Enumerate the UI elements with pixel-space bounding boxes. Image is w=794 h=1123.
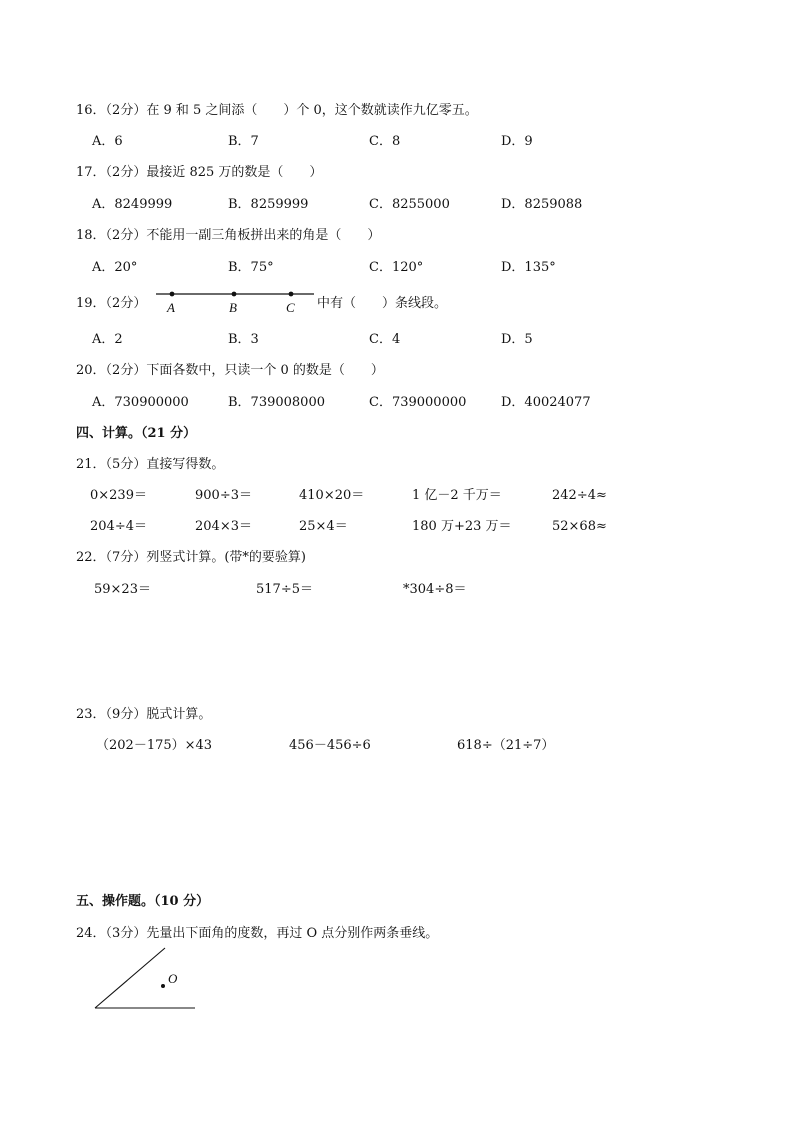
q19-prefix: 19．（2分） xyxy=(76,296,147,311)
q23-item: 456－456÷6 xyxy=(289,738,371,753)
angle-figure xyxy=(90,945,200,1015)
q22-item: *304÷8＝ xyxy=(403,582,467,597)
q19-option-b[interactable]: B．3 xyxy=(228,332,259,347)
q19-option-a[interactable]: A．2 xyxy=(92,332,123,347)
q23-stem: 23．（9分）脱式计算。 xyxy=(76,707,212,722)
angle-slant-ray xyxy=(95,948,165,1008)
q18-option-b[interactable]: B．75° xyxy=(228,260,274,275)
q19-option-d[interactable]: D．5 xyxy=(501,332,533,347)
point-c-dot xyxy=(289,292,294,297)
point-a-label: A xyxy=(167,300,175,315)
q21-item: 204×3＝ xyxy=(195,519,252,534)
q21-item: 52×68≈ xyxy=(552,519,607,534)
line-segment-figure xyxy=(152,288,318,316)
section-4-heading: 四、计算。（21 分） xyxy=(76,426,197,441)
q16-stem: 16．（2分）在 9 和 5 之间添（ ）个 0，这个数就读作九亿零五。 xyxy=(76,103,478,118)
point-o-label: O xyxy=(168,971,178,986)
point-a-dot xyxy=(170,292,175,297)
q21-item: 900÷3＝ xyxy=(195,488,252,503)
point-b-label: B xyxy=(229,300,237,315)
q20-option-c[interactable]: C．739000000 xyxy=(369,395,467,410)
q21-stem: 21．（5分）直接写得数。 xyxy=(76,457,225,472)
q19-option-c[interactable]: C．4 xyxy=(369,332,401,347)
q21-item: 25×4＝ xyxy=(299,519,348,534)
q21-item: 0×239＝ xyxy=(90,488,147,503)
q21-item: 1 亿－2 千万＝ xyxy=(412,488,502,503)
q17-option-a[interactable]: A．8249999 xyxy=(92,197,173,212)
point-o-dot xyxy=(161,984,165,988)
q17-option-b[interactable]: B．8259999 xyxy=(228,197,309,212)
q21-item: 242÷4≈ xyxy=(552,488,607,503)
q17-option-c[interactable]: C．8255000 xyxy=(369,197,450,212)
q21-item: 204÷4＝ xyxy=(90,519,147,534)
q22-item: 517÷5＝ xyxy=(256,582,313,597)
q16-option-a[interactable]: A．6 xyxy=(92,134,123,149)
q20-option-d[interactable]: D．40024077 xyxy=(501,395,591,410)
q19-suffix: 中有（ ）条线段。 xyxy=(317,296,448,311)
q17-option-d[interactable]: D．8259088 xyxy=(501,197,583,212)
q20-option-a[interactable]: A．730900000 xyxy=(92,395,189,410)
q24-stem: 24．（3分）先量出下面角的度数，再过 O 点分别作两条垂线。 xyxy=(76,926,439,941)
q16-option-d[interactable]: D．9 xyxy=(501,134,533,149)
section-5-heading: 五、操作题。（10 分） xyxy=(76,894,210,909)
q21-item: 180 万+23 万＝ xyxy=(412,519,512,534)
q17-stem: 17．（2分）最接近 825 万的数是（ ） xyxy=(76,165,323,180)
q18-option-a[interactable]: A．20° xyxy=(92,260,138,275)
q20-stem: 20．（2分）下面各数中，只读一个 0 的数是（ ） xyxy=(76,363,384,378)
q21-item: 410×20＝ xyxy=(299,488,365,503)
q18-stem: 18．（2分）不能用一副三角板拼出来的角是（ ） xyxy=(76,228,381,243)
q18-option-d[interactable]: D．135° xyxy=(501,260,556,275)
q18-option-c[interactable]: C．120° xyxy=(369,260,424,275)
point-c-label: C xyxy=(286,300,295,315)
point-b-dot xyxy=(232,292,237,297)
q16-option-b[interactable]: B．7 xyxy=(228,134,259,149)
q20-option-b[interactable]: B．739008000 xyxy=(228,395,325,410)
q23-item: 618÷（21÷7） xyxy=(457,738,555,753)
q22-stem: 22．（7分）列竖式计算。(带*的要验算) xyxy=(76,550,306,565)
q23-item: （202－175）×43 xyxy=(96,738,213,753)
q22-item: 59×23＝ xyxy=(94,582,151,597)
q16-option-c[interactable]: C．8 xyxy=(369,134,401,149)
